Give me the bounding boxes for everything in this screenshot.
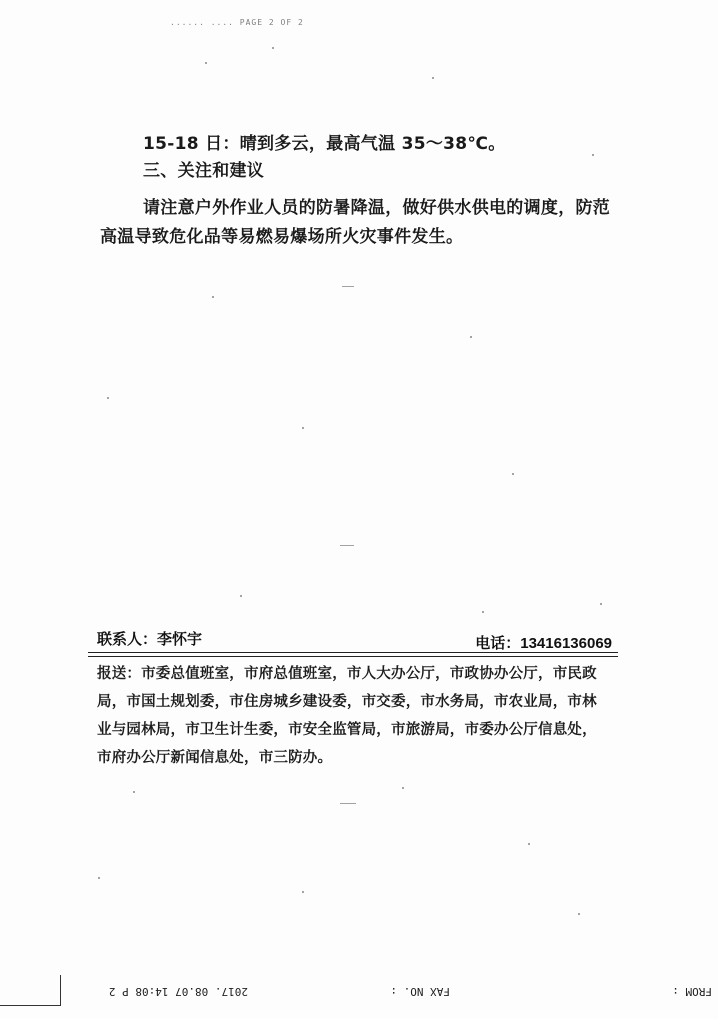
contact-person: 联系人：李怀宇 [97,630,203,648]
scan-speck [272,47,274,49]
forecast-line: 15-18 日：晴到多云，最高气温 35～38℃。 [143,134,506,154]
scan-speck [98,877,100,879]
fax-number: FAX NO. : [390,985,450,998]
scan-dash [340,803,356,804]
scan-dash [342,286,354,287]
scan-speck [470,336,472,338]
scan-speck [205,62,207,64]
fax-datetime: 2017. 08.07 14:08 P 2 [108,985,248,998]
scan-speck [482,611,484,613]
distribution-list: 报送：市委总值班室，市府总值班室，市人大办公厅，市政协办公厅，市民政局，市国土规划委，市住房城乡建设委，市交委，市水务局，市农业局，市林业与园林局，市卫生计生委，市安全监管局，市旅游局，市委办公厅信息处，市府办公厅新闻信息处，市三防办。 [97,666,597,766]
scan-speck [600,603,602,605]
scan-speck [592,154,594,156]
advice-paragraph: 请注意户外作业人员的防暑降温，做好供水供电的调度，防范高温导致危化品等易燃易爆场所火灾事件发生。 [100,198,611,247]
section-heading: 三、关注和建议 [143,161,265,181]
divider-line [88,652,618,653]
scan-speck [302,427,304,429]
scan-speck [133,791,135,793]
contact-row [97,626,612,650]
scan-speck [107,397,109,399]
scan-speck [528,843,530,845]
scan-dash [340,545,354,546]
fax-footer [0,976,718,1006]
footer-frame [0,975,61,1006]
scan-speck [512,473,514,475]
scan-speck [302,891,304,893]
fax-from: FROM : [672,985,712,998]
scan-speck [212,296,214,298]
fax-header: ...... .... PAGE 2 OF 2 [170,18,304,27]
scan-speck [240,595,242,597]
divider-line [88,656,618,657]
scan-speck [578,913,580,915]
scan-speck [402,787,404,789]
scan-speck [432,77,434,79]
contact-phone: 电话：13416136069 [475,635,612,652]
